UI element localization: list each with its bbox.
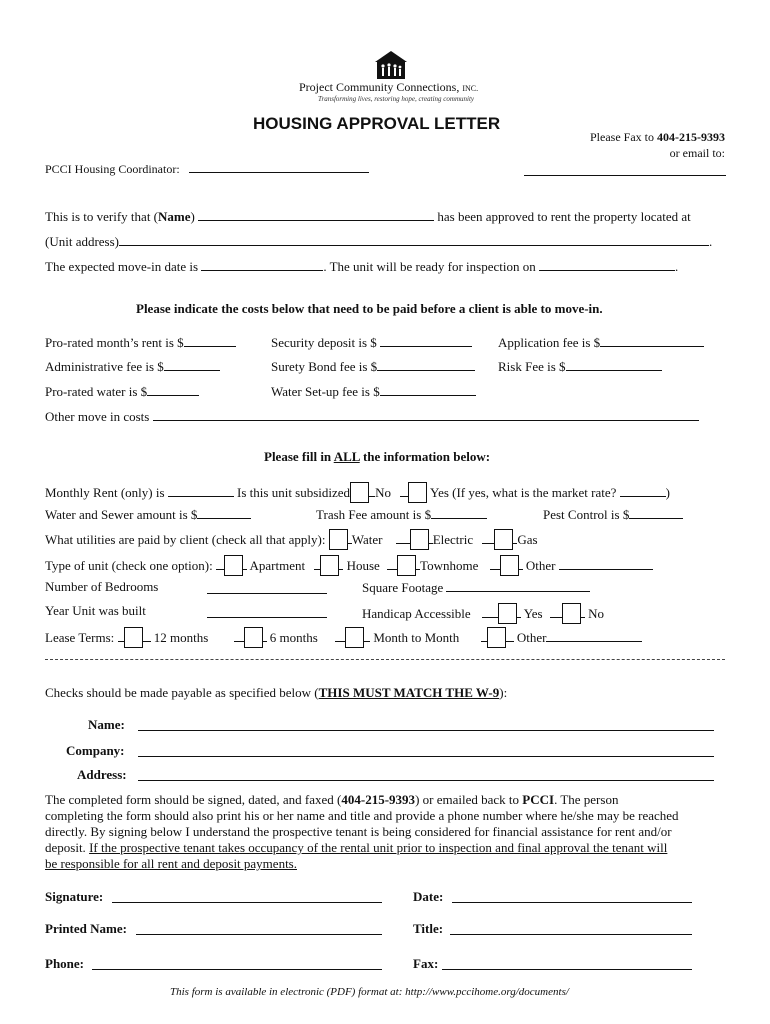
lease-mtm-checkbox[interactable] [345,627,364,648]
util-electric-label: Electric [432,532,474,547]
handicap-yes-label: Yes [523,606,543,621]
pest-control-field[interactable] [629,506,683,519]
application-fee-label: Application fee is $ [498,335,601,350]
subsidized-yes-checkbox[interactable] [408,482,427,503]
verify-text-3: has been approved to rent the property located at [437,209,691,224]
info-heading-all: ALL [333,449,360,464]
other-movein-label: Other move in costs [45,409,150,424]
other-type-underline [490,557,500,570]
completion-deposit: deposit. [45,840,90,855]
signature-field[interactable] [112,890,382,903]
trash-fee-field[interactable] [431,506,487,519]
handicap-no-underline [550,605,562,618]
water-setup-row [271,383,476,400]
util-electric-checkbox[interactable] [410,529,429,550]
payee-name-field[interactable] [138,718,714,731]
prorated-water-row [45,383,199,400]
year-built-row [45,603,146,619]
trash-fee-label: Trash Fee amount is $ [316,507,432,522]
util-water-label: Water [351,532,383,547]
pcci-logo-icon [372,50,410,80]
apartment-checkbox[interactable] [224,555,243,576]
email-line: or email to: [669,146,725,160]
inspection-date-field[interactable] [539,258,675,271]
water-sewer-row [45,506,251,523]
risk-fee-row [498,358,662,375]
unit-type-label: Type of unit (check one option): [45,558,213,573]
surety-bond-row [271,358,475,375]
pest-control-row [543,506,683,523]
info-heading-pre: Please fill in [264,449,334,464]
unit-address-label: (Unit address) [45,234,120,249]
utilities-row [45,529,538,550]
fax-number: 404-215-9393 [657,130,725,144]
year-built-label: Year Unit was built [45,603,146,618]
townhome-checkbox[interactable] [397,555,416,576]
unit-type-row [45,555,653,576]
security-deposit-field[interactable] [380,334,472,347]
lease-mtm-underline-2 [364,629,370,642]
prorated-rent-label: Pro-rated month’s rent is $ [45,335,184,350]
lease-12-underline-2 [143,629,151,642]
verify-text-1: This is to verify that ( [45,209,159,224]
year-built-field[interactable] [207,605,327,618]
checks-pre: Checks should be made payable as specified below ( [45,685,319,700]
lease-other-checkbox[interactable] [487,627,506,648]
completion-text-b: ) or emailed back to [415,792,523,807]
apartment-underline-2 [243,557,247,570]
checks-post: ): [499,685,508,700]
lease-other-label: Other [516,630,547,645]
house-checkbox[interactable] [320,555,339,576]
inspection-label: . The unit will be ready for inspection on [323,259,536,274]
admin-fee-field[interactable] [164,358,220,371]
movein-row: The expected move-in date is . The unit will be ready for inspection on . [45,259,679,274]
page-title: HOUSING APPROVAL LETTER [253,114,501,133]
monthly-rent-label: Monthly Rent (only) is [45,485,165,500]
movein-date-field[interactable] [201,258,323,271]
util-gas-label: Gas [517,532,538,547]
handicap-no-checkbox[interactable] [562,603,581,624]
monthly-rent-field[interactable] [168,484,234,497]
security-deposit-label: Security deposit is $ [271,335,377,350]
market-rate-field[interactable] [620,484,666,497]
completion-line-1 [45,792,618,808]
checks-match-w9: THIS MUST MATCH THE W-9 [318,685,500,700]
handicap-no-label: No [588,606,604,621]
signature-label: Signature: [45,889,104,904]
title-field[interactable] [450,922,692,935]
subsidized-no-checkbox[interactable] [350,482,369,503]
subsidized-yes-label: Yes (If yes, what is the market rate? [429,485,617,500]
payee-address-label: Address: [77,767,127,782]
risk-fee-label: Risk Fee is $ [498,359,566,374]
trash-fee-row [316,506,487,523]
coordinator-row [45,160,369,177]
lease-12-label: 12 months [153,630,209,645]
townhome-underline [387,557,397,570]
checks-row [45,685,507,701]
completion-line-2: completing the form should also print his or her name and title and provide a phone number where he/she may be reached [45,808,679,823]
townhome-label: Townhome [420,558,479,573]
bedrooms-field[interactable] [207,581,327,594]
printed-name-label: Printed Name: [45,921,127,936]
completion-line-3: directly. By signing below I understand the prospective tenant is being considered for financial assistance for rent and/or [45,824,672,839]
title-label: Title: [413,921,444,936]
util-gas-underline [482,531,494,544]
subsidized-no-label: No [375,485,391,500]
verify-text-2: ) [190,209,195,224]
util-water-checkbox[interactable] [329,529,348,550]
fax-line [590,130,725,145]
square-footage-row [362,579,590,596]
prorated-rent-field[interactable] [184,334,236,347]
lease-mtm-label: Month to Month [373,630,460,645]
section-divider [45,659,725,660]
house-label: House [346,558,380,573]
lease-other-field[interactable] [546,629,642,642]
lease-6-underline-2 [263,629,267,642]
square-footage-field[interactable] [446,579,590,592]
other-type-field[interactable] [559,557,653,570]
logo-suffix-text: INC. [462,84,479,93]
unit-address-row: (Unit address) . [45,234,713,249]
costs-heading: Please indicate the costs below that need to be paid before a client is able to move-in. [136,301,603,316]
completion-pcci: PCCI [522,792,555,807]
prorated-rent-row [45,334,236,351]
square-footage-label: Square Footage [362,580,444,595]
handicap-row [362,603,604,624]
handicap-no-underline-2 [581,605,585,618]
pest-control-label: Pest Control is $ [543,507,630,522]
movein-label: The expected move-in date is [45,259,199,274]
surety-bond-label: Surety Bond fee is $ [271,359,378,374]
verify-name-label: Name [158,209,191,224]
coordinator-label: PCCI Housing Coordinator: [45,162,180,176]
lease-other-underline-2 [506,629,514,642]
lease-terms-row [45,627,642,648]
handicap-yes-underline-2 [517,605,521,618]
lease-mtm-underline [335,629,345,642]
subsidized-yes-underline [400,484,408,497]
apartment-underline [216,557,224,570]
completion-line-5: be responsible for all rent and deposit payments. [45,856,297,871]
unit-address-field[interactable] [119,233,709,246]
lease-6-checkbox[interactable] [244,627,263,648]
water-sewer-label: Water and Sewer amount is $ [45,507,198,522]
security-deposit-row [271,334,472,351]
other-movein-field[interactable] [153,408,699,421]
completion-line-4 [45,840,667,856]
apartment-label: Apartment [249,558,306,573]
util-electric-underline [396,531,410,544]
logo-name-text: Project Community Connections, [299,80,460,94]
lease-6-underline [234,629,244,642]
other-type-underline-2 [519,557,523,570]
date-label: Date: [413,889,444,904]
completion-phone: 404-215-9393 [341,792,416,807]
logo-company-name [299,80,478,95]
footer-note: This form is available in electronic (PDF) format at: http://www.pccihome.org/documents/ [170,986,569,998]
phone-label: Phone: [45,956,84,971]
lease-6-label: 6 months [269,630,318,645]
risk-fee-field[interactable] [566,358,662,371]
verify-row [45,208,691,225]
date-field[interactable] [452,890,692,903]
prorated-water-label: Pro-rated water is $ [45,384,148,399]
phone-field[interactable] [92,957,382,970]
fax-prefix: Please Fax to [590,130,657,144]
completion-text-a: The completed form should be signed, dated, and faxed ( [45,792,342,807]
application-fee-field[interactable] [600,334,704,347]
water-setup-field[interactable] [380,383,476,396]
email-field[interactable] [524,163,726,176]
handicap-label: Handicap Accessible [362,606,471,621]
subsidized-label: Is this unit subsidized [237,485,351,500]
coordinator-field[interactable] [189,160,369,173]
payee-company-label: Company: [66,743,125,758]
completion-text-c: . The person [554,792,619,807]
admin-fee-row [45,358,220,375]
fax-label: Fax: [413,956,439,971]
prorated-water-field[interactable] [147,383,199,396]
payee-company-field[interactable] [138,744,714,757]
monthly-rent-row: Monthly Rent (only) is Is this unit subsidized No Yes (If yes, what is the market rate? ) [45,482,670,503]
admin-fee-label: Administrative fee is $ [45,359,164,374]
bedrooms-row [45,579,158,595]
application-fee-row [498,334,704,351]
bedrooms-label: Number of Bedrooms [45,579,159,594]
completion-warning-1: If the prospective tenant takes occupancy of the rental unit prior to inspection and final approval the tenant will [89,840,668,855]
water-setup-label: Water Set-up fee is $ [271,384,380,399]
handicap-yes-underline [482,605,498,618]
utilities-label: What utilities are paid by client (check all that apply): [45,532,326,547]
info-heading-post: the information below: [359,449,491,464]
house-underline-2 [339,557,343,570]
logo-tagline: Transforming lives, restoring hope, creating community [318,95,474,103]
tenant-name-field[interactable] [198,208,434,221]
lease-12-checkbox[interactable] [124,627,143,648]
fax-field[interactable] [442,957,692,970]
lease-terms-label: Lease Terms: [45,630,115,645]
other-type-checkbox[interactable] [500,555,519,576]
other-movein-row [45,408,699,425]
water-sewer-field[interactable] [197,506,251,519]
surety-bond-field[interactable] [377,358,475,371]
printed-name-field[interactable] [136,922,382,935]
util-gas-checkbox[interactable] [494,529,513,550]
payee-name-label: Name: [88,717,125,732]
handicap-yes-checkbox[interactable] [498,603,517,624]
info-heading [264,449,490,465]
other-type-label: Other [525,558,556,573]
payee-address-field[interactable] [138,768,714,781]
